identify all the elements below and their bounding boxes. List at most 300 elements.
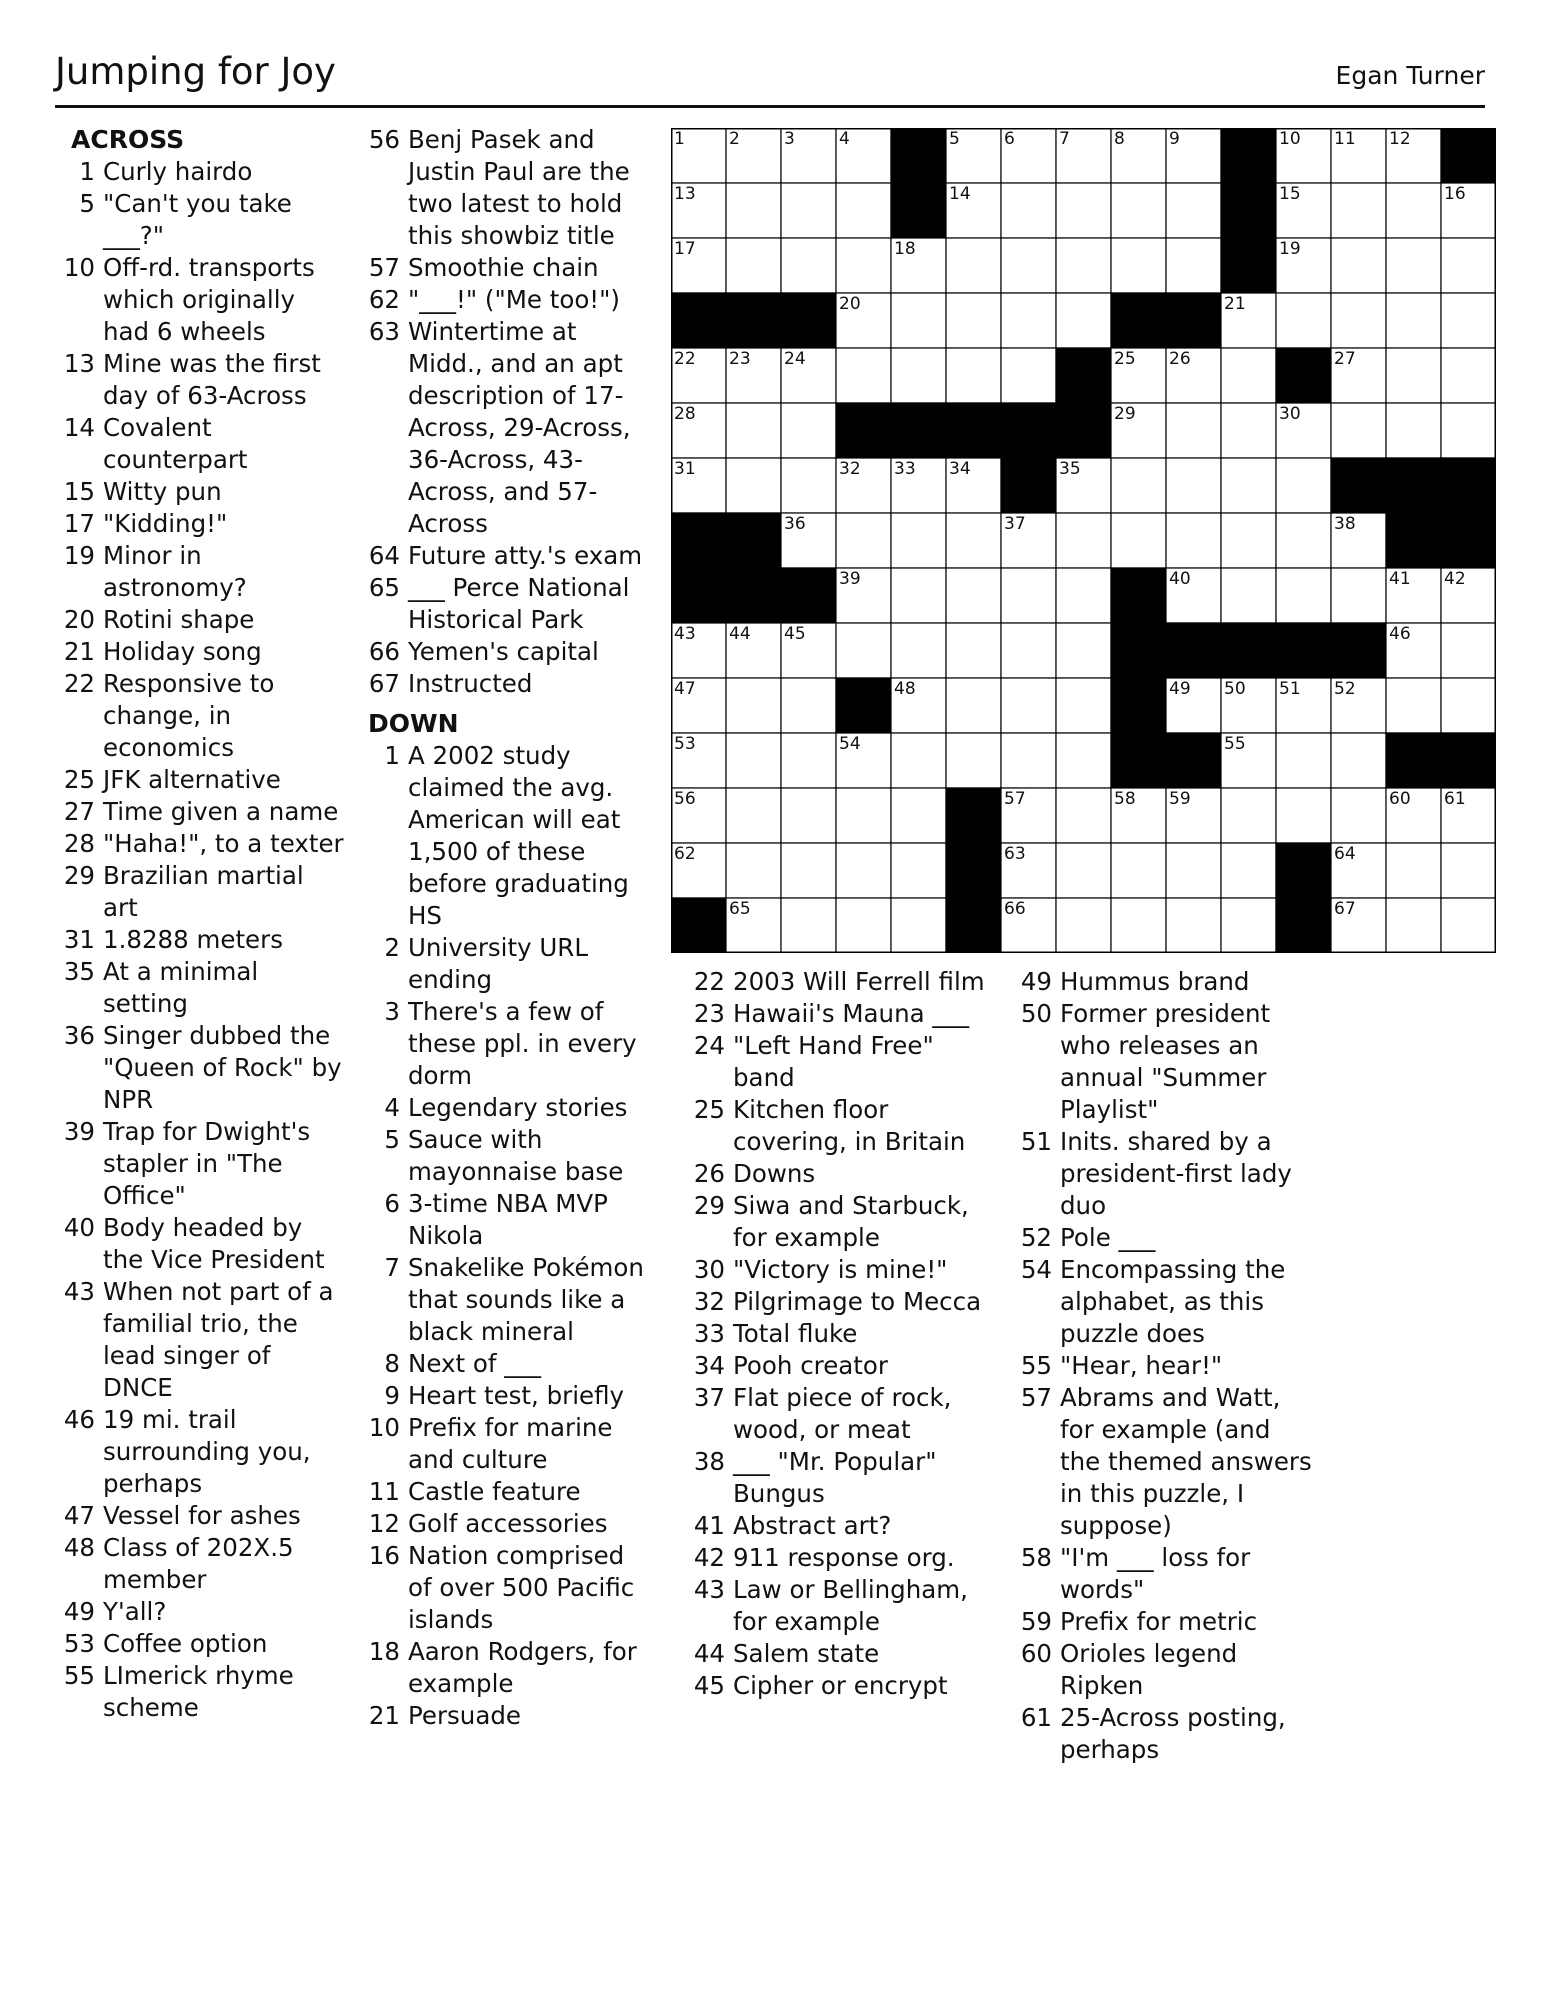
cell-number: 55 xyxy=(1224,734,1246,754)
clue-number: 37 xyxy=(693,1383,725,1412)
block-cell xyxy=(1221,183,1276,238)
down-clue-60[interactable] xyxy=(1012,1638,1312,1702)
grid-cell[interactable] xyxy=(1221,348,1276,403)
across-clue-46[interactable] xyxy=(55,1404,345,1500)
clue-number: 32 xyxy=(693,1287,725,1316)
clue-text: Yemen's capital xyxy=(408,637,599,666)
clue-number: 20 xyxy=(63,605,95,634)
grid-cell[interactable] xyxy=(1441,843,1496,898)
grid-cell[interactable] xyxy=(891,513,946,568)
cell-number: 33 xyxy=(894,459,916,479)
across-clue-20[interactable] xyxy=(55,604,345,636)
grid-cell[interactable] xyxy=(946,348,1001,403)
clue-text: 1.8288 meters xyxy=(103,925,283,954)
grid-cell[interactable] xyxy=(1331,788,1386,843)
grid-cell[interactable] xyxy=(726,403,781,458)
down-clue-18[interactable] xyxy=(360,1636,655,1700)
down-clue-33[interactable] xyxy=(685,1318,985,1350)
clue-number: 55 xyxy=(63,1661,95,1690)
clue-number: 28 xyxy=(63,829,95,858)
grid-cell[interactable] xyxy=(1331,733,1386,788)
grid-cell[interactable] xyxy=(1056,678,1111,733)
across-clue-64[interactable] xyxy=(360,540,655,572)
grid-cell[interactable] xyxy=(1166,458,1221,513)
grid-cell[interactable] xyxy=(1386,293,1441,348)
cell-number: 50 xyxy=(1224,679,1246,699)
grid-cell[interactable] xyxy=(1111,458,1166,513)
down-clue-57[interactable] xyxy=(1012,1382,1312,1542)
grid-cell[interactable] xyxy=(891,733,946,788)
clue-text: Next of ___ xyxy=(408,1349,542,1378)
grid-cell[interactable] xyxy=(781,843,836,898)
across-clue-19[interactable] xyxy=(55,540,345,604)
clue-number: 51 xyxy=(1020,1127,1052,1156)
grid-cell[interactable] xyxy=(836,843,891,898)
down-clue-5[interactable] xyxy=(360,1124,655,1188)
grid-cell[interactable] xyxy=(1056,623,1111,678)
grid-cell[interactable] xyxy=(836,513,891,568)
clue-number: 10 xyxy=(63,253,95,282)
across-clue-1[interactable] xyxy=(55,156,345,188)
grid-cell[interactable] xyxy=(1331,293,1386,348)
block-cell xyxy=(1056,348,1111,403)
clue-text: 3-time NBA MVP Nikola xyxy=(408,1189,608,1250)
clue-text: When not part of a familial trio, the lead singer of DNCE xyxy=(103,1277,334,1402)
clue-number: 26 xyxy=(693,1159,725,1188)
across-clue-40[interactable] xyxy=(55,1212,345,1276)
down-clue-41[interactable] xyxy=(685,1510,985,1542)
clue-column-1 xyxy=(55,124,345,1724)
clue-text: Class of 202X.5 member xyxy=(103,1533,294,1594)
grid-cell[interactable] xyxy=(1221,513,1276,568)
cell-number: 35 xyxy=(1059,459,1081,479)
across-clue-29[interactable] xyxy=(55,860,345,924)
grid-cell[interactable] xyxy=(1166,183,1221,238)
grid-cell[interactable] xyxy=(946,568,1001,623)
grid-cell[interactable] xyxy=(1056,183,1111,238)
across-clue-13[interactable] xyxy=(55,348,345,412)
cell-number: 7 xyxy=(1059,129,1070,149)
grid-cell[interactable] xyxy=(1221,458,1276,513)
grid-cell[interactable] xyxy=(1386,183,1441,238)
grid-cell[interactable] xyxy=(781,733,836,788)
grid-cell[interactable] xyxy=(1111,898,1166,953)
across-clue-55[interactable] xyxy=(55,1660,345,1724)
down-clue-58[interactable] xyxy=(1012,1542,1312,1606)
block-cell xyxy=(781,568,836,623)
grid-cell[interactable] xyxy=(1166,843,1221,898)
block-cell xyxy=(1386,733,1441,788)
grid-cell[interactable] xyxy=(1221,788,1276,843)
grid-cell[interactable] xyxy=(726,733,781,788)
grid-cell[interactable] xyxy=(1331,183,1386,238)
clue-number: 59 xyxy=(1020,1607,1052,1636)
clue-text: Inits. shared by a president-first lady duo xyxy=(1060,1127,1292,1220)
grid-cell[interactable] xyxy=(1056,733,1111,788)
grid-cell[interactable] xyxy=(726,238,781,293)
grid-cell[interactable] xyxy=(836,238,891,293)
grid-cell[interactable] xyxy=(836,898,891,953)
cell-number: 13 xyxy=(674,184,696,204)
clue-number: 67 xyxy=(368,669,400,698)
grid-cell[interactable] xyxy=(1001,293,1056,348)
grid-cell[interactable] xyxy=(1111,238,1166,293)
across-clue-48[interactable] xyxy=(55,1532,345,1596)
down-clue-29[interactable] xyxy=(685,1190,985,1254)
down-clue-52[interactable] xyxy=(1012,1222,1312,1254)
across-clue-22[interactable] xyxy=(55,668,345,764)
block-cell xyxy=(726,568,781,623)
down-clue-16[interactable] xyxy=(360,1540,655,1636)
block-cell xyxy=(1166,293,1221,348)
grid-cell[interactable] xyxy=(1386,898,1441,953)
across-clue-10[interactable] xyxy=(55,252,345,348)
grid-cell[interactable] xyxy=(1001,678,1056,733)
clue-text: "Kidding!" xyxy=(103,509,228,538)
block-cell xyxy=(1276,843,1331,898)
across-clue-66[interactable] xyxy=(360,636,655,668)
grid-cell[interactable] xyxy=(1331,568,1386,623)
block-cell xyxy=(1166,623,1221,678)
grid-cell[interactable] xyxy=(946,623,1001,678)
grid-cell[interactable] xyxy=(1166,403,1221,458)
grid-cell[interactable] xyxy=(781,458,836,513)
block-cell xyxy=(1001,458,1056,513)
grid-cell[interactable] xyxy=(1441,293,1496,348)
grid-cell[interactable] xyxy=(1056,238,1111,293)
clue-number: 22 xyxy=(693,967,725,996)
grid-cell[interactable] xyxy=(836,623,891,678)
clue-text: Persuade xyxy=(408,1701,521,1730)
grid-cell[interactable] xyxy=(1386,403,1441,458)
grid-cell[interactable] xyxy=(1001,348,1056,403)
down-clue-8[interactable] xyxy=(360,1348,655,1380)
grid-cell[interactable] xyxy=(1441,898,1496,953)
grid-cell[interactable] xyxy=(1441,403,1496,458)
grid-cell[interactable] xyxy=(1221,568,1276,623)
down-clue-7[interactable] xyxy=(360,1252,655,1348)
across-clue-63[interactable] xyxy=(360,316,655,540)
grid-cell[interactable] xyxy=(1001,733,1056,788)
cell-number: 27 xyxy=(1334,349,1356,369)
clue-number: 65 xyxy=(368,573,400,602)
down-clue-24[interactable] xyxy=(685,1030,985,1094)
down-clue-6[interactable] xyxy=(360,1188,655,1252)
clue-number: 3 xyxy=(384,997,400,1026)
block-cell xyxy=(946,843,1001,898)
grid-cell[interactable] xyxy=(726,183,781,238)
clue-number: 40 xyxy=(63,1213,95,1242)
cell-number: 43 xyxy=(674,624,696,644)
grid-cell[interactable] xyxy=(891,898,946,953)
grid-cell[interactable] xyxy=(1001,568,1056,623)
block-cell xyxy=(671,513,726,568)
down-clue-43[interactable] xyxy=(685,1574,985,1638)
cell-number: 37 xyxy=(1004,514,1026,534)
block-cell xyxy=(1111,568,1166,623)
grid-cell[interactable] xyxy=(1386,348,1441,403)
grid-cell[interactable] xyxy=(946,238,1001,293)
across-clue-39[interactable] xyxy=(55,1116,345,1212)
down-clue-21[interactable] xyxy=(360,1700,655,1732)
cell-number: 10 xyxy=(1279,129,1301,149)
down-clue-50[interactable] xyxy=(1012,998,1312,1126)
clue-number: 5 xyxy=(384,1125,400,1154)
grid-cell[interactable] xyxy=(1331,403,1386,458)
down-clue-10[interactable] xyxy=(360,1412,655,1476)
grid-cell[interactable] xyxy=(1276,568,1331,623)
down-clue-38[interactable] xyxy=(685,1446,985,1510)
clue-number: 1 xyxy=(79,157,95,186)
grid-cell[interactable] xyxy=(1056,898,1111,953)
grid-cell[interactable] xyxy=(891,568,946,623)
grid-cell[interactable] xyxy=(1441,348,1496,403)
grid-cell[interactable] xyxy=(1001,183,1056,238)
cell-number: 25 xyxy=(1114,349,1136,369)
grid-cell[interactable] xyxy=(836,348,891,403)
across-clue-53[interactable] xyxy=(55,1628,345,1660)
grid-cell[interactable] xyxy=(781,238,836,293)
across-clue-65[interactable] xyxy=(360,572,655,636)
across-clue-67[interactable] xyxy=(360,668,655,700)
across-clue-14[interactable] xyxy=(55,412,345,476)
clue-number: 17 xyxy=(63,509,95,538)
grid-cell[interactable] xyxy=(1056,568,1111,623)
across-clue-21[interactable] xyxy=(55,636,345,668)
grid-cell[interactable] xyxy=(781,898,836,953)
grid-cell[interactable] xyxy=(1221,843,1276,898)
clue-number: 5 xyxy=(79,189,95,218)
block-cell xyxy=(1221,623,1276,678)
clue-text: Brazilian martial art xyxy=(103,861,304,922)
grid-cell[interactable] xyxy=(946,678,1001,733)
grid-cell[interactable] xyxy=(1276,513,1331,568)
down-clue-51[interactable] xyxy=(1012,1126,1312,1222)
grid-cell[interactable] xyxy=(1276,458,1331,513)
grid-cell[interactable] xyxy=(1331,238,1386,293)
down-clue-42[interactable] xyxy=(685,1542,985,1574)
grid-cell[interactable] xyxy=(1056,513,1111,568)
grid-cell[interactable] xyxy=(1166,513,1221,568)
grid-cell[interactable] xyxy=(891,843,946,898)
down-clue-25[interactable] xyxy=(685,1094,985,1158)
cell-number: 31 xyxy=(674,459,696,479)
clue-text: Time given a name xyxy=(103,797,339,826)
grid-cell[interactable] xyxy=(1166,238,1221,293)
block-cell xyxy=(1441,733,1496,788)
across-clue-27[interactable] xyxy=(55,796,345,828)
grid-cell[interactable] xyxy=(1056,788,1111,843)
across-clue-47[interactable] xyxy=(55,1500,345,1532)
clue-text: Responsive to change, in economics xyxy=(103,669,275,762)
block-cell xyxy=(1111,733,1166,788)
cell-number: 23 xyxy=(729,349,751,369)
grid-cell[interactable] xyxy=(726,678,781,733)
grid-cell[interactable] xyxy=(891,293,946,348)
clue-text: JFK alternative xyxy=(103,765,281,794)
cell-number: 48 xyxy=(894,679,916,699)
clue-text: 19 mi. trail surrounding you, perhaps xyxy=(103,1405,311,1498)
cell-number: 47 xyxy=(674,679,696,699)
down-clue-54[interactable] xyxy=(1012,1254,1312,1350)
clue-number: 30 xyxy=(693,1255,725,1284)
block-cell xyxy=(1166,733,1221,788)
grid-cell[interactable] xyxy=(1441,623,1496,678)
across-clue-31[interactable] xyxy=(55,924,345,956)
down-clue-23[interactable] xyxy=(685,998,985,1030)
clue-text: Downs xyxy=(733,1159,816,1188)
grid-cell[interactable] xyxy=(1111,513,1166,568)
grid-cell[interactable] xyxy=(781,788,836,843)
clue-text: 911 response org. xyxy=(733,1543,955,1572)
cell-number: 1 xyxy=(674,129,685,149)
across-clue-35[interactable] xyxy=(55,956,345,1020)
block-cell xyxy=(946,788,1001,843)
down-clue-44[interactable] xyxy=(685,1638,985,1670)
across-clue-25[interactable] xyxy=(55,764,345,796)
clue-number: 23 xyxy=(693,999,725,1028)
grid-cell[interactable] xyxy=(946,293,1001,348)
down-clue-61[interactable] xyxy=(1012,1702,1312,1766)
clue-number: 41 xyxy=(693,1511,725,1540)
grid-cell[interactable] xyxy=(726,843,781,898)
grid-cell[interactable] xyxy=(1056,843,1111,898)
grid-cell[interactable] xyxy=(1111,843,1166,898)
block-cell xyxy=(1331,623,1386,678)
clue-text: 25-Across posting, perhaps xyxy=(1060,1703,1286,1764)
cell-number: 4 xyxy=(839,129,850,149)
grid-cell[interactable] xyxy=(726,458,781,513)
grid-cell[interactable] xyxy=(1001,623,1056,678)
grid-cell[interactable] xyxy=(1386,238,1441,293)
cell-number: 18 xyxy=(894,239,916,259)
grid-cell[interactable] xyxy=(946,513,1001,568)
clue-number: 16 xyxy=(368,1541,400,1570)
grid-cell[interactable] xyxy=(726,788,781,843)
down-clue-1[interactable] xyxy=(360,740,655,932)
across-clue-28[interactable] xyxy=(55,828,345,860)
cell-number: 60 xyxy=(1389,789,1411,809)
clue-number: 6 xyxy=(384,1189,400,1218)
grid-cell[interactable] xyxy=(1166,898,1221,953)
cell-number: 15 xyxy=(1279,184,1301,204)
clue-number: 54 xyxy=(1020,1255,1052,1284)
cell-number: 38 xyxy=(1334,514,1356,534)
across-clue-5[interactable] xyxy=(55,188,345,252)
cell-number: 29 xyxy=(1114,404,1136,424)
down-clue-2[interactable] xyxy=(360,932,655,996)
crossword-grid[interactable] xyxy=(671,128,1496,953)
cell-number: 32 xyxy=(839,459,861,479)
grid-cell[interactable] xyxy=(781,678,836,733)
down-clue-22[interactable] xyxy=(685,966,985,998)
cell-number: 63 xyxy=(1004,844,1026,864)
down-clue-49[interactable] xyxy=(1012,966,1312,998)
down-clue-34[interactable] xyxy=(685,1350,985,1382)
cell-number: 44 xyxy=(729,624,751,644)
clue-text: Minor in astronomy? xyxy=(103,541,247,602)
grid-cell[interactable] xyxy=(781,403,836,458)
down-clue-11[interactable] xyxy=(360,1476,655,1508)
block-cell xyxy=(1276,623,1331,678)
across-clue-56[interactable] xyxy=(360,124,655,252)
grid-cell[interactable] xyxy=(1111,183,1166,238)
cell-number: 45 xyxy=(784,624,806,644)
across-clue-62[interactable] xyxy=(360,284,655,316)
block-cell xyxy=(1221,238,1276,293)
cell-number: 26 xyxy=(1169,349,1191,369)
across-clue-36[interactable] xyxy=(55,1020,345,1116)
down-clue-55[interactable] xyxy=(1012,1350,1312,1382)
clue-number: 2 xyxy=(384,933,400,962)
grid-cell[interactable] xyxy=(891,623,946,678)
grid-cell[interactable] xyxy=(1276,293,1331,348)
grid-cell[interactable] xyxy=(781,183,836,238)
down-clue-26[interactable] xyxy=(685,1158,985,1190)
clue-number: 11 xyxy=(368,1477,400,1506)
cell-number: 56 xyxy=(674,789,696,809)
block-cell xyxy=(1386,513,1441,568)
grid-cell[interactable] xyxy=(946,733,1001,788)
down-clue-9[interactable] xyxy=(360,1380,655,1412)
across-clue-43[interactable] xyxy=(55,1276,345,1404)
down-clue-12[interactable] xyxy=(360,1508,655,1540)
down-clue-45[interactable] xyxy=(685,1670,985,1702)
down-clue-37[interactable] xyxy=(685,1382,985,1446)
clue-number: 53 xyxy=(63,1629,95,1658)
clue-number: 29 xyxy=(63,861,95,890)
clue-text: Coffee option xyxy=(103,1629,268,1658)
clue-number: 42 xyxy=(693,1543,725,1572)
down-clue-59[interactable] xyxy=(1012,1606,1312,1638)
across-clue-17[interactable] xyxy=(55,508,345,540)
cell-number: 39 xyxy=(839,569,861,589)
clue-text: Benj Pasek and Justin Paul are the two latest to hold this showbiz title xyxy=(408,125,630,250)
grid-cell[interactable] xyxy=(1441,238,1496,293)
grid-cell[interactable] xyxy=(1221,403,1276,458)
cell-number: 67 xyxy=(1334,899,1356,919)
down-clue-32[interactable] xyxy=(685,1286,985,1318)
grid-cell[interactable] xyxy=(1386,843,1441,898)
block-cell xyxy=(1386,458,1441,513)
grid-cell[interactable] xyxy=(1441,678,1496,733)
grid-cell[interactable] xyxy=(836,788,891,843)
clue-text: Aaron Rodgers, for example xyxy=(408,1637,637,1698)
clue-text: Kitchen floor covering, in Britain xyxy=(733,1095,966,1156)
grid-cell[interactable] xyxy=(891,788,946,843)
cell-number: 61 xyxy=(1444,789,1466,809)
grid-cell[interactable] xyxy=(891,348,946,403)
down-clue-3[interactable] xyxy=(360,996,655,1092)
cell-number: 22 xyxy=(674,349,696,369)
grid-cell[interactable] xyxy=(1001,238,1056,293)
cell-number: 16 xyxy=(1444,184,1466,204)
down-clue-4[interactable] xyxy=(360,1092,655,1124)
grid-cell[interactable] xyxy=(1276,788,1331,843)
grid-cell[interactable] xyxy=(1056,293,1111,348)
grid-cell[interactable] xyxy=(836,183,891,238)
block-cell xyxy=(781,293,836,348)
grid-cell[interactable] xyxy=(1386,678,1441,733)
clue-number: 45 xyxy=(693,1671,725,1700)
across-clue-57[interactable] xyxy=(360,252,655,284)
across-clue-15[interactable] xyxy=(55,476,345,508)
cell-number: 62 xyxy=(674,844,696,864)
grid-cell[interactable] xyxy=(1221,898,1276,953)
down-clue-30[interactable] xyxy=(685,1254,985,1286)
across-clue-49[interactable] xyxy=(55,1596,345,1628)
grid-cell[interactable] xyxy=(1276,733,1331,788)
